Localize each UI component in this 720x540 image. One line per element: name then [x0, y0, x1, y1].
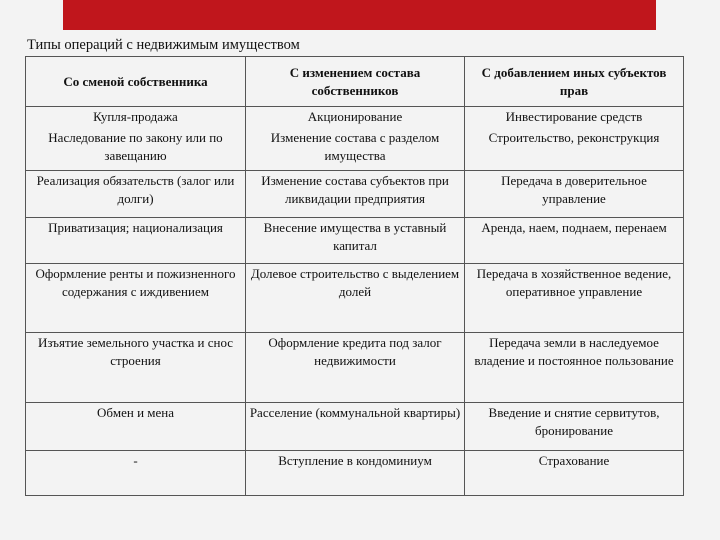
table-row	[26, 264, 684, 333]
table-cell: Изменение состава с разделом имущества	[246, 128, 465, 171]
column-header: Со сменой собственника	[26, 57, 246, 107]
table-cell: Приватизация; национализация	[26, 218, 246, 264]
table-cell: Инвестирование средств	[465, 107, 684, 128]
table-row	[26, 128, 684, 171]
header-accent-bar	[63, 0, 656, 30]
table-cell: Расселение (коммунальной квартиры)	[246, 403, 465, 451]
table-header-row	[26, 57, 684, 107]
table-cell: Аренда, наем, поднаем, перенаем	[465, 218, 684, 264]
table-cell: Внесение имущества в уставный капитал	[246, 218, 465, 264]
table-cell: Акционирование	[246, 107, 465, 128]
table-cell: Реализация обязательств (залог или долги)	[26, 171, 246, 218]
table-cell: Купля-продажа	[26, 107, 246, 128]
table-row	[26, 218, 684, 264]
table-row	[26, 171, 684, 218]
table-row	[26, 333, 684, 403]
table-cell: Вступление в кондоминиум	[246, 451, 465, 496]
table-cell: Оформление кредита под залог недвижимости	[246, 333, 465, 403]
table-cell: Передача в доверительное управление	[465, 171, 684, 218]
table-row	[26, 107, 684, 128]
table-row	[26, 403, 684, 451]
table-cell: Введение и снятие сервитутов, бронирование	[465, 403, 684, 451]
column-header: С изменением состава собственников	[246, 57, 465, 107]
table-cell: Изменение состава субъектов при ликвидации предприятия	[246, 171, 465, 218]
table-cell: Страхование	[465, 451, 684, 496]
table-cell: Долевое строительство с выделением долей	[246, 264, 465, 333]
table-cell: -	[26, 451, 246, 496]
table-cell: Оформление ренты и пожизненного содержания с иждивением	[26, 264, 246, 333]
table-caption: Типы операций с недвижимым имуществом	[27, 37, 300, 53]
table-cell: Изъятие земельного участка и снос строения	[26, 333, 246, 403]
table-cell: Передача в хозяйственное ведение, оперативное управление	[465, 264, 684, 333]
table-row	[26, 451, 684, 496]
table-cell: Передача земли в наследуемое владение и постоянное пользование	[465, 333, 684, 403]
table-cell: Наследование по закону или по завещанию	[26, 128, 246, 171]
table-cell: Обмен и мена	[26, 403, 246, 451]
table-cell: Строительство, реконструкция	[465, 128, 684, 171]
column-header: С добавлением иных субъектов прав	[465, 57, 684, 107]
operations-table	[25, 56, 684, 496]
